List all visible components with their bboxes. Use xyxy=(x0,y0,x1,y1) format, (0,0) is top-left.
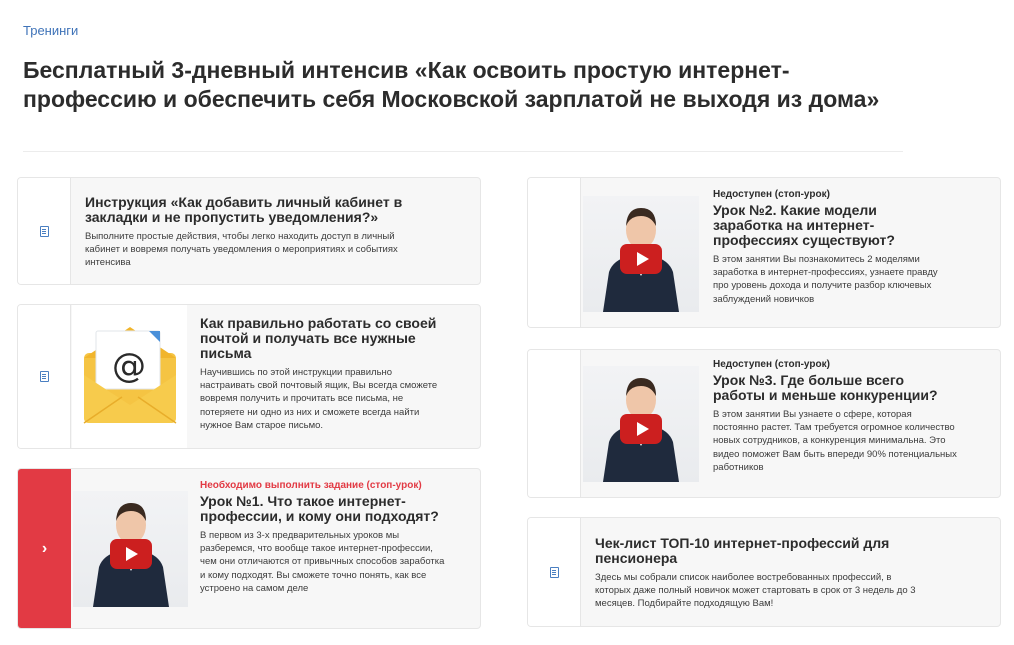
document-icon xyxy=(40,371,49,382)
title-divider xyxy=(23,151,903,152)
card-title[interactable]: Как правильно работать со своей почтой и получать все нужные письма xyxy=(200,315,437,361)
card-title[interactable]: Урок №1. Что такое интернет-профессии, и кому они подходят? xyxy=(200,493,439,524)
card-description: В этом занятии Вы познакомитесь 2 моделями заработка в интернет-профессиях, узнаете правду про уровень дохода и получите разбор ключевых заблуждений новичков xyxy=(713,254,938,305)
card-description: В этом занятии Вы узнаете о сфере, которая постоянно растет. Там требуется огромное количество новых сотрудников, а конкуренция минимальна. Это видео поможет Вам быть впереди 90% потенциальных работников xyxy=(713,409,957,473)
card-open-button[interactable] xyxy=(18,469,71,628)
document-icon xyxy=(40,226,49,237)
video-thumbnail[interactable] xyxy=(583,366,699,482)
card-title[interactable]: Чек-лист ТОП-10 интернет-профессий для пенсионера xyxy=(595,535,890,566)
card-title[interactable]: Инструкция «Как добавить личный кабинет в закладки и не пропустить уведомления?» xyxy=(85,194,403,225)
training-card-instruction[interactable] xyxy=(17,177,481,285)
card-description: Здесь мы собрали список наиболее востребованных профессий, в которых даже полный новичок может стартовать в срок от 3 недель до 3 месяцев. Подбирайте подходящую Вам! xyxy=(595,572,916,610)
document-icon xyxy=(550,567,559,578)
card-description: Научившись по этой инструкции правильно настраивать свой почтовый ящик, Вы всегда сможете вовремя получить и прочитать все письма, не потеряете ни одно из них и сможете всегда найти нужное Вам старое письмо. xyxy=(200,367,438,431)
training-card-email[interactable] xyxy=(17,304,481,449)
status-badge: Необходимо выполнить задание (стоп-урок) xyxy=(200,480,422,491)
status-badge: Недоступен (стоп-урок) xyxy=(713,189,830,200)
card-title[interactable]: Урок №3. Где больше всего работы и меньше конкуренции? xyxy=(713,372,938,403)
play-button-icon[interactable] xyxy=(620,244,662,274)
training-card-lesson-2[interactable] xyxy=(527,177,1001,328)
video-thumbnail[interactable] xyxy=(583,196,699,312)
card-side-panel xyxy=(528,350,581,497)
status-badge: Недоступен (стоп-урок) xyxy=(713,359,830,370)
video-thumbnail[interactable] xyxy=(73,491,188,607)
play-button-icon[interactable] xyxy=(110,539,152,569)
breadcrumb[interactable]: Тренинги xyxy=(23,23,79,38)
training-card-lesson-3[interactable] xyxy=(527,349,1001,498)
card-description: Выполните простые действия, чтобы легко находить доступ в личный кабинет и вовремя получать уведомления о мероприятиях и событиях интенсива xyxy=(85,231,398,269)
card-title[interactable]: Урок №2. Какие модели заработка на интернет-профессиях существуют? xyxy=(713,202,895,248)
card-description: В первом из 3-х предварительных уроков мы разберемся, что вообще такое интернет-профессии, чем они отличаются от привычных способов заработка и кому подходят. Вы сможете точно понять, как все устроено на самом деле xyxy=(200,530,445,594)
training-card-checklist[interactable] xyxy=(527,517,1001,627)
card-side-panel xyxy=(528,178,581,327)
email-envelope-icon xyxy=(72,305,187,448)
card-side-panel xyxy=(18,305,71,448)
page-title: Бесплатный 3-дневный интенсив «Как освоить простую интернет-профессию и обеспечить себя Московской зарплатой не выходя из дома» xyxy=(23,57,880,112)
card-side-panel xyxy=(528,518,581,626)
chevron-right-icon: › xyxy=(41,539,48,557)
svg-text:@: @ xyxy=(112,346,146,386)
training-card-lesson-1[interactable] xyxy=(17,468,481,629)
play-button-icon[interactable] xyxy=(620,414,662,444)
card-side-panel xyxy=(18,178,71,284)
